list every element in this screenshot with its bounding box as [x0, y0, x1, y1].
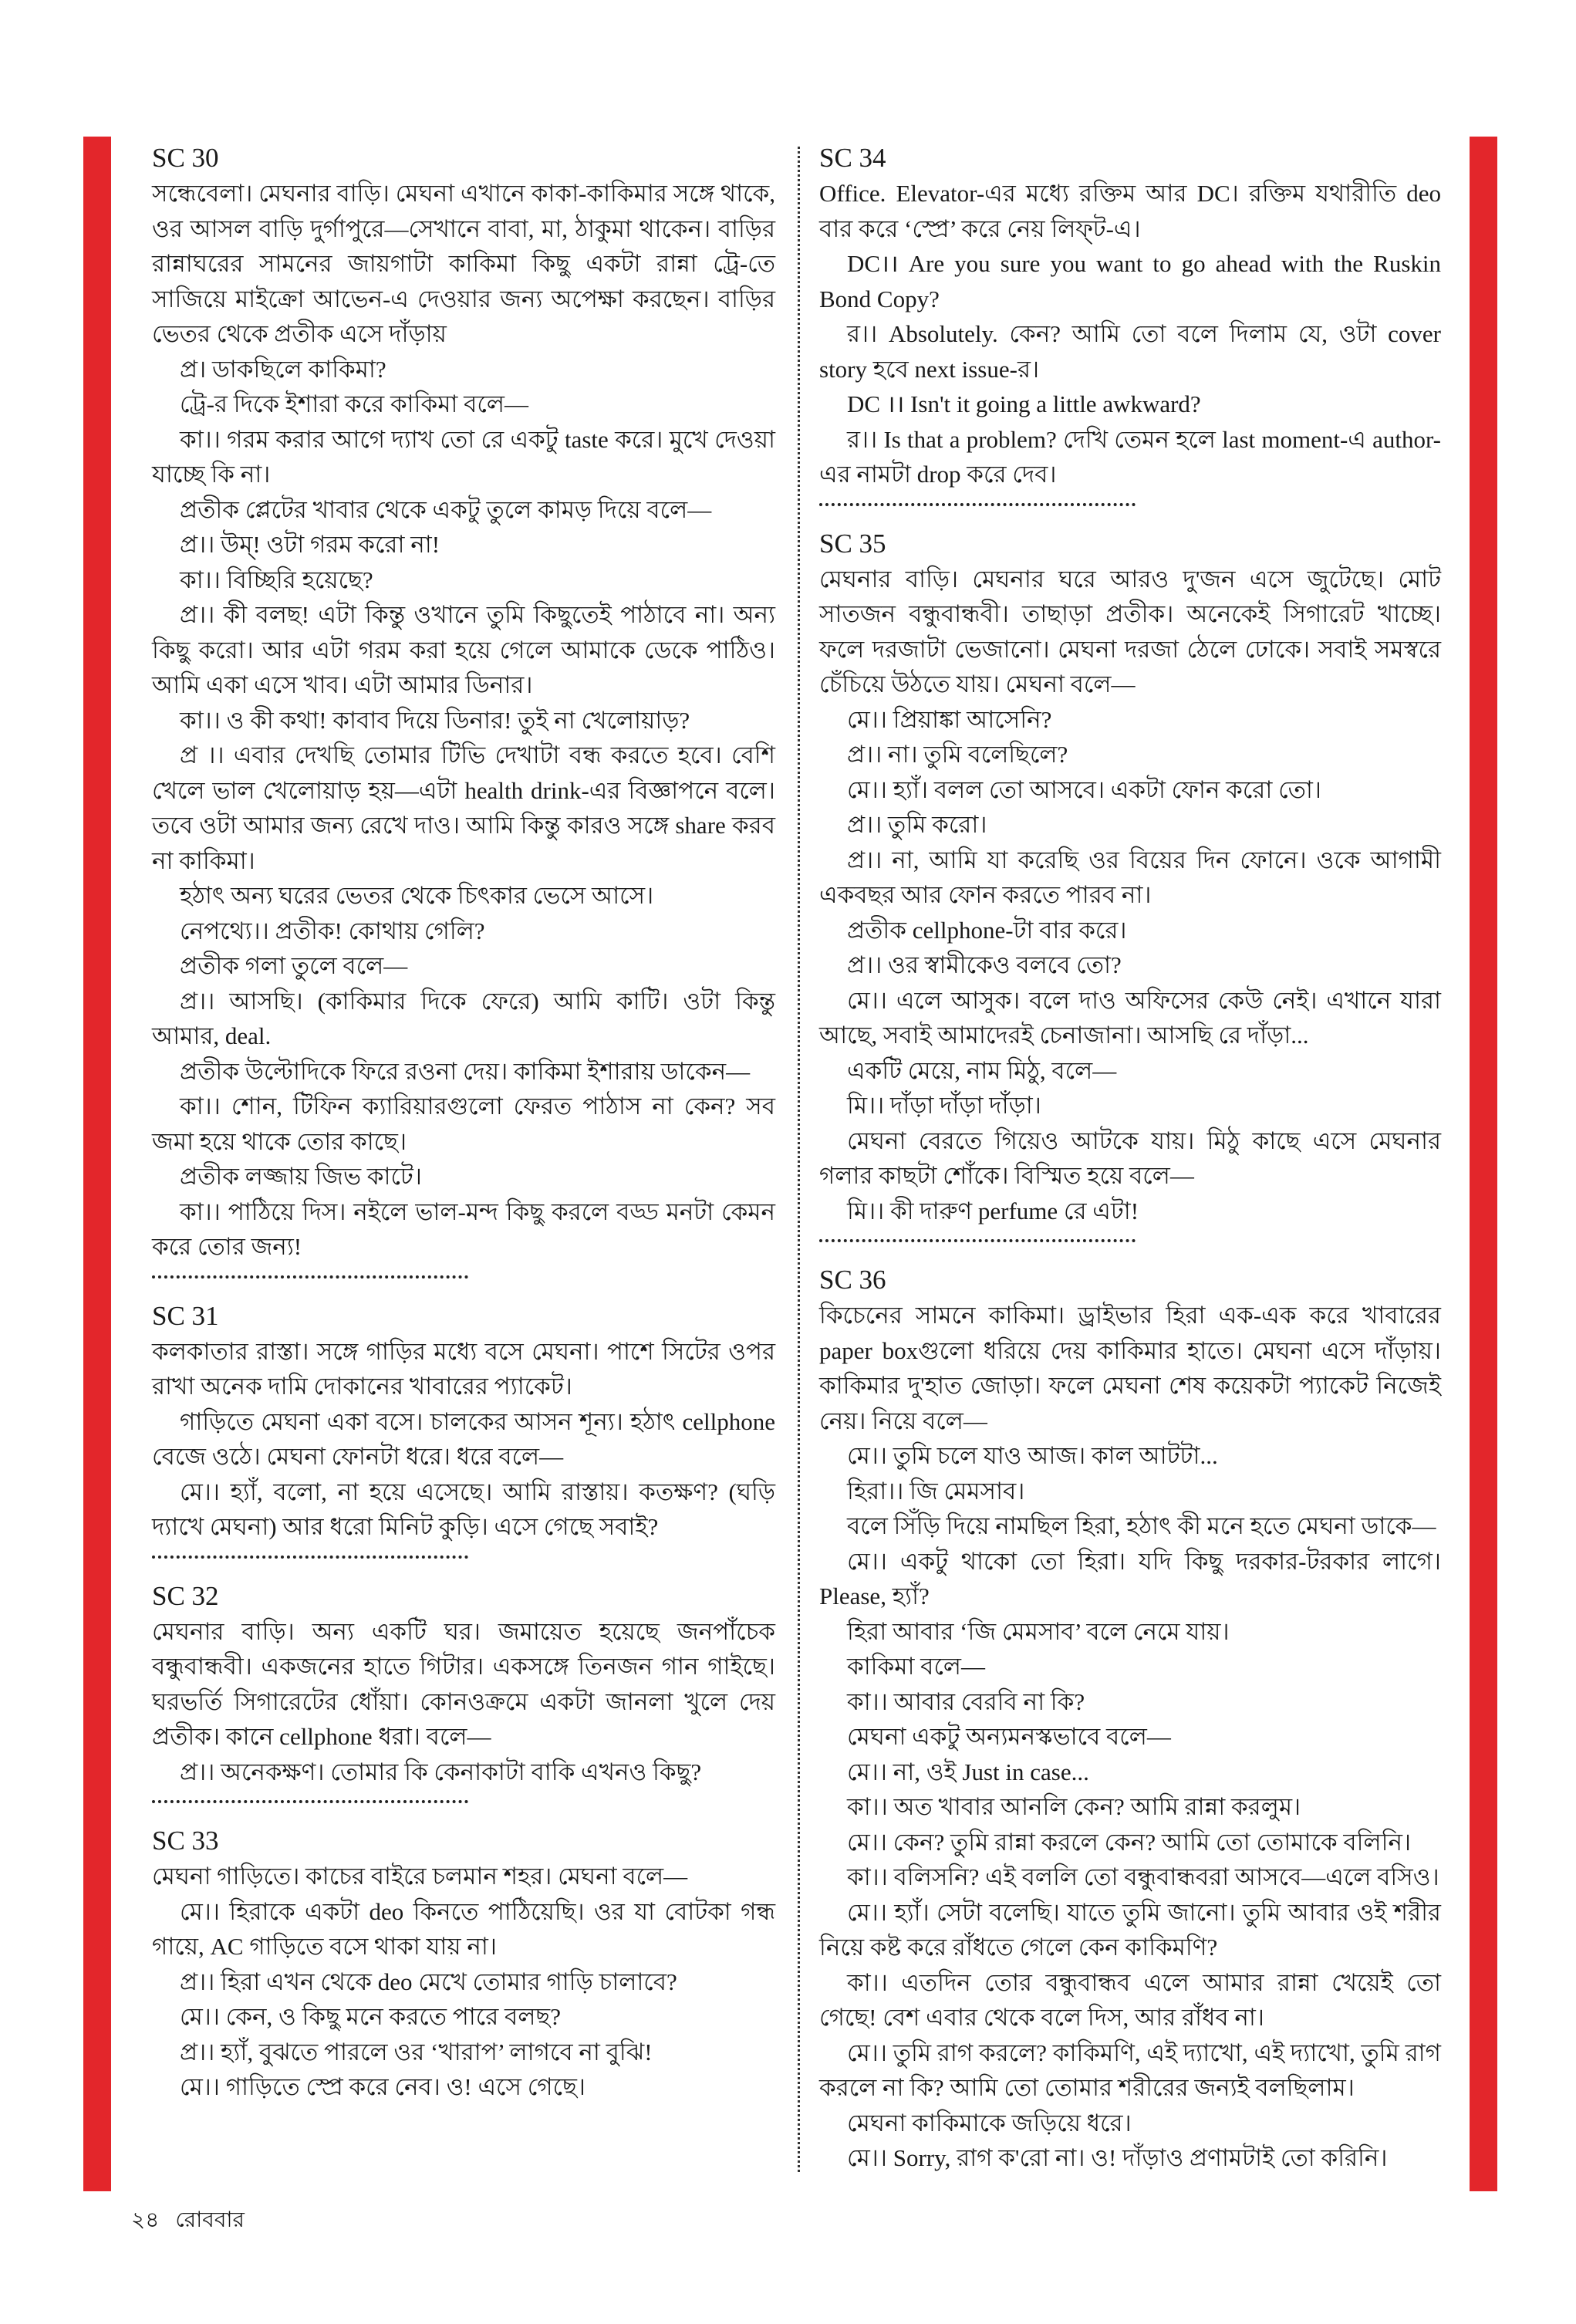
script-paragraph: মে।। কেন? তুমি রান্না করলে কেন? আমি তো তোমাকে বলিনি। — [847, 1828, 1412, 1856]
script-paragraph: মেঘনা গাড়িতে। কাচের বাইরে চলমান শহর। মেঘনা বলে— — [152, 1863, 688, 1890]
script-paragraph: কা।। ও কী কথা! কাবাব দিয়ে ডিনার! তুই না খেলোয়াড়? — [180, 706, 690, 734]
script-paragraph: মি।। দাঁড়া দাঁড়া দাঁড়া। — [847, 1092, 1041, 1119]
scene-heading: SC 34 — [819, 143, 886, 173]
scene-separator — [152, 1275, 468, 1279]
script-paragraph: কা।। আবার বেরবি না কি? — [847, 1687, 1085, 1715]
script-paragraph: DC ।। Isn't it going a little awkward? — [847, 390, 1201, 417]
script-paragraph: মে।। এলে আসুক। বলে দাও অফিসের কেউ নেই। এখানে যারা আছে, সবাই আমাদেরই চেনাজানা। আসছি রে দাঁড়া... — [819, 986, 1441, 1049]
script-paragraph: প্র।। ওর স্বামীকেও বলবে তো? — [847, 951, 1122, 978]
script-paragraph: প্র। ডাকছিলে কাকিমা? — [180, 355, 386, 383]
script-paragraph: একটি মেয়ে, নাম মিঠু, বলে— — [847, 1056, 1117, 1084]
scene-separator — [152, 1800, 468, 1803]
magazine-name: রোববার — [175, 2208, 245, 2232]
page-footer — [131, 2203, 245, 2239]
script-paragraph: প্রতীক লজ্জায় জিভ কাটে। — [180, 1163, 422, 1190]
script-paragraph: বলে সিঁড়ি দিয়ে নামছিল হিরা, হঠাৎ কী মনে হতে মেঘনা ডাকে— — [847, 1512, 1436, 1539]
script-paragraph: মে।। না, ওই Just in case... — [847, 1758, 1089, 1785]
script-paragraph: কা।। বলিসনি? এই বললি তো বন্ধুবান্ধবরা আসবে—এলে বসিও। — [847, 1863, 1439, 1890]
script-paragraph: মেঘনা বেরতে গিয়েও আটকে যায়। মিঠু কাছে এসে মেঘনার গলার কাছটা শোঁকে। বিস্মিত হয়ে বলে— — [819, 1127, 1441, 1189]
script-paragraph: মে।। প্রিয়াঙ্কা আসেনি? — [847, 705, 1052, 733]
script-paragraph: কিচেনের সামনে কাকিমা। ড্রাইভার হিরা এক-এক করে খাবারের paper boxগুলো ধরিয়ে দেয় কাকিমার হাতে। মেঘনা এসে দাঁড়ায়। কাকিমার দু'হাত জোড়া। ফলে মেঘনা শেষ কয়েকটা প্যাকেট নিজেই নেয়। নিয়ে বলে— — [819, 1302, 1441, 1434]
script-paragraph: মেঘনা একটু অন্যমনস্কভাবে বলে— — [847, 1723, 1171, 1750]
scene — [819, 140, 1441, 492]
red-margin-bar-right — [1470, 137, 1497, 2191]
scene — [152, 1579, 775, 1790]
scene-heading: SC 33 — [152, 1826, 219, 1856]
script-paragraph: হিরা আবার ‘জি মেমসাব’ বলে নেমে যায়। — [847, 1617, 1230, 1645]
script-paragraph: কা।। গরম করার আগে দ্যাখ তো রে একটু taste করে। মুখে দেওয়া যাচ্ছে কি না। — [152, 425, 775, 488]
script-paragraph: হঠাৎ অন্য ঘরের ভেতর থেকে চিৎকার ভেসে আসে। — [180, 882, 654, 909]
script-paragraph: মে।। হ্যাঁ। বলল তো আসবে। একটা ফোন করো তো। — [847, 775, 1322, 803]
script-paragraph: হিরা।। জি মেমসাব। — [847, 1477, 1025, 1505]
script-paragraph: কা।। শোন, টিফিন ক্যারিয়ারগুলো ফেরত পাঠাস না কেন? সব জমা হয়ে থাকে তোর কাছে। — [152, 1093, 775, 1155]
left-column — [152, 140, 775, 2105]
script-paragraph: মেঘনার বাড়ি। অন্য একটি ঘর। জমায়েত হয়েছে জনপাঁচেক বন্ধুবান্ধবী। একজনের হাতে গিটার। একসঙ্গে তিনজন গান গাইছে। ঘরভর্তি সিগারেটের ধোঁয়া। কোনওক্রমে একটা জানলা খুলে দেয় প্রতীক। কানে cellphone ধরা। বলে— — [152, 1617, 775, 1750]
script-paragraph: প্র।। না, আমি যা করেছি ওর বিয়ের দিন ফোনে। ওকে আগামী একবছর আর ফোন করতে পারব না। — [819, 846, 1441, 908]
scene — [152, 140, 775, 1265]
script-paragraph: র।। Is that a problem? দেখি তেমন হলে last moment-এ author-এর নামটা drop করে দেব। — [819, 425, 1441, 488]
script-paragraph: প্র।। হ্যাঁ, বুঝতে পারলে ওর ‘খারাপ’ লাগবে না বুঝি! — [180, 2038, 653, 2066]
script-paragraph: মে।। তুমি চলে যাও আজ। কাল আটটা... — [847, 1442, 1218, 1469]
script-paragraph: গাড়িতে মেঘনা একা বসে। চালকের আসন শূন্য। হঠাৎ cellphone বেজে ওঠে। মেঘনা ফোনটা ধরে। ধরে বলে— — [152, 1407, 775, 1470]
scene-heading: SC 31 — [152, 1300, 219, 1331]
script-paragraph: প্র।। না। তুমি বলেছিলে? — [847, 741, 1068, 768]
script-paragraph: সন্ধেবেলা। মেঘনার বাড়ি। মেঘনা এখানে কাকা-কাকিমার সঙ্গে থাকে, ওর আসল বাড়ি দুর্গাপুরে—সেখানে বাবা, মা, ঠাকুমা থাকেন। বাড়ির রান্নাঘরের সামনের জায়গাটা কাকিমা কিছু একটা রান্না ট্রে-তে সাজিয়ে মাইক্রো আভেন-এ দেওয়ার জন্য অপেক্ষা করছেন। বাড়ির ভেতর থেকে প্রতীক এসে দাঁড়ায় — [152, 180, 775, 347]
scene-heading: SC 35 — [819, 528, 886, 559]
scene — [819, 526, 1441, 1229]
scene — [152, 1823, 775, 2105]
script-paragraph: মে।। তুমি রাগ করলে? কাকিমণি, এই দ্যাখো, এই দ্যাখো, তুমি রাগ করলে না কি? আমি তো তোমার শরীরের জন্যই বলছিলাম। — [819, 2039, 1441, 2101]
script-paragraph: প্র।। উম্! ওটা গরম করো না! — [180, 531, 440, 558]
script-paragraph: প্রতীক প্লেটের খাবার থেকে একটু তুলে কামড় দিয়ে বলে— — [180, 495, 712, 523]
script-paragraph: Office. Elevator-এর মধ্যে রক্তিম আর DC। রক্তিম যথারীতি deo বার করে ‘স্প্রে’ করে নেয় লিফ্‌ট-এ। — [819, 180, 1441, 242]
scene — [152, 1299, 775, 1545]
script-paragraph: মে।। গাড়িতে স্প্রে করে নেব। ও! এসে গেছে। — [180, 2073, 586, 2100]
scene-heading: SC 36 — [819, 1265, 886, 1295]
script-paragraph: মি।। কী দারুণ perfume রে এটা! — [847, 1197, 1139, 1224]
script-paragraph: মে।। হ্যাঁ। সেটা বলেছি। যাতে তুমি জানো। তুমি আবার ওই শরীর নিয়ে কষ্ট করে রাঁধতে গেলে কেন কাকিমণি? — [819, 1898, 1441, 1961]
script-paragraph: মেঘনা কাকিমাকে জড়িয়ে ধরে। — [847, 2109, 1132, 2137]
script-paragraph: প্র।। হিরা এখন থেকে deo মেখে তোমার গাড়ি চালাবে? — [180, 1968, 677, 1995]
script-paragraph: প্রতীক গলা তুলে বলে— — [180, 952, 408, 979]
right-column — [819, 140, 1441, 2176]
script-paragraph: প্র।। কী বলছ! এটা কিন্তু ওখানে তুমি কিছুতেই পাঠাবে না। অন্য কিছু করো। আর এটা গরম করা হয়ে গেলে আমাকে ডেকে পাঠিও। আমি একা এসে খাব। এটা আমার ডিনার। — [152, 601, 775, 698]
scene-heading: SC 30 — [152, 143, 219, 173]
script-paragraph: DC।। Are you sure you want to go ahead with the Ruskin Bond Copy? — [819, 250, 1441, 312]
script-paragraph: কলকাতার রাস্তা। সঙ্গে গাড়ির মধ্যে বসে মেঘনা। পাশে সিটের ওপর রাখা অনেক দামি দোকানের খাবারের প্যাকেট। — [152, 1337, 775, 1400]
script-paragraph: নেপথ্যে।। প্রতীক! কোথায় গেলি? — [180, 917, 485, 944]
page-number: ২৪ — [131, 2208, 160, 2232]
scene-separator — [152, 1556, 468, 1559]
script-paragraph: প্র ।। এবার দেখছি তোমার টিভি দেখাটা বন্ধ করতে হবে। বেশি খেলে ভাল খেলোয়াড় হয়—এটা health drink-এর বিজ্ঞাপনে বলে। তবে ওটা আমার জন্য রেখে দাও। আমি কিন্তু কারও সঙ্গে share করব না কাকিমা। — [152, 741, 775, 874]
script-paragraph: প্র।। আসছি। (কাকিমার দিকে ফেরে) আমি কাটি। ওটা কিন্তু আমার, deal. — [152, 987, 775, 1049]
script-paragraph: কা।। অত খাবার আনলি কেন? আমি রান্না করলুম। — [847, 1793, 1301, 1820]
script-paragraph: মে।। হ্যাঁ, বলো, না হয়ে এসেছে। আমি রাস্তায়। কতক্ষণ? (ঘড়ি দ্যাখে মেঘনা) আর ধরো মিনিট কুড়ি। এসে গেছে সবাই? — [152, 1478, 775, 1540]
script-paragraph: মে।। কেন, ও কিছু মনে করতে পারে বলছ? — [180, 2003, 561, 2030]
script-paragraph: প্রতীক cellphone-টা বার করে। — [847, 916, 1127, 944]
red-margin-bar-left — [83, 137, 111, 2191]
scene — [819, 1262, 1441, 2176]
script-paragraph: প্র।। অনেকক্ষণ। তোমার কি কেনাকাটা বাকি এখনও কিছু? — [180, 1758, 702, 1785]
script-paragraph: ট্রে-র দিকে ইশারা করে কাকিমা বলে— — [180, 390, 528, 417]
scene-heading: SC 32 — [152, 1580, 219, 1611]
script-paragraph: মেঘনার বাড়ি। মেঘনার ঘরে আরও দু'জন এসে জুটেছে। মোট সাতজন বন্ধুবান্ধবী। তাছাড়া প্রতীক। অনেকেই সিগারেট খাচ্ছে। ফলে দরজাটা ভেজানো। মেঘনা দরজা ঠেলে ঢোকে। সবাই সমস্বরে চেঁচিয়ে উঠতে যায়। মেঘনা বলে— — [819, 565, 1441, 698]
scene-separator — [819, 1239, 1136, 1242]
script-paragraph: মে।। Sorry, রাগ ক'রো না। ও! দাঁড়াও প্রণামটাই তো করিনি। — [847, 2144, 1388, 2171]
script-paragraph: কা।। এতদিন তোর বন্ধুবান্ধব এলে আমার রান্না খেয়েই তো গেছে! বেশ এবার থেকে বলে দিস, আর রাঁধব না। — [819, 1968, 1441, 2031]
script-paragraph: কাকিমা বলে— — [847, 1653, 985, 1680]
script-paragraph: প্র।। তুমি করো। — [847, 811, 987, 838]
script-paragraph: প্রতীক উল্টোদিকে ফিরে রওনা দেয়। কাকিমা ইশারায় ডাকেন— — [180, 1057, 751, 1085]
script-paragraph: কা।। পাঠিয়ে দিস। নইলে ভাল-মন্দ কিছু করলে বড্ড মনটা কেমন করে তোর জন্য! — [152, 1197, 775, 1260]
script-paragraph: মে।। হিরাকে একটা deo কিনতে পাঠিয়েছি। ওর যা বোটকা গন্ধ গায়ে, AC গাড়িতে বসে থাকা যায় না। — [152, 1897, 775, 1960]
script-paragraph: মে।। একটু থাকো তো হিরা। যদি কিছু দরকার-টরকার লাগে। Please, হ্যাঁ? — [819, 1547, 1441, 1610]
column-divider — [798, 147, 800, 2172]
script-paragraph: র।। Absolutely. কেন? আমি তো বলে দিলাম যে, ওটা cover story হবে next issue-র। — [819, 320, 1441, 383]
scene-separator — [819, 503, 1136, 506]
script-paragraph: কা।। বিচ্ছিরি হয়েছে? — [180, 566, 373, 593]
